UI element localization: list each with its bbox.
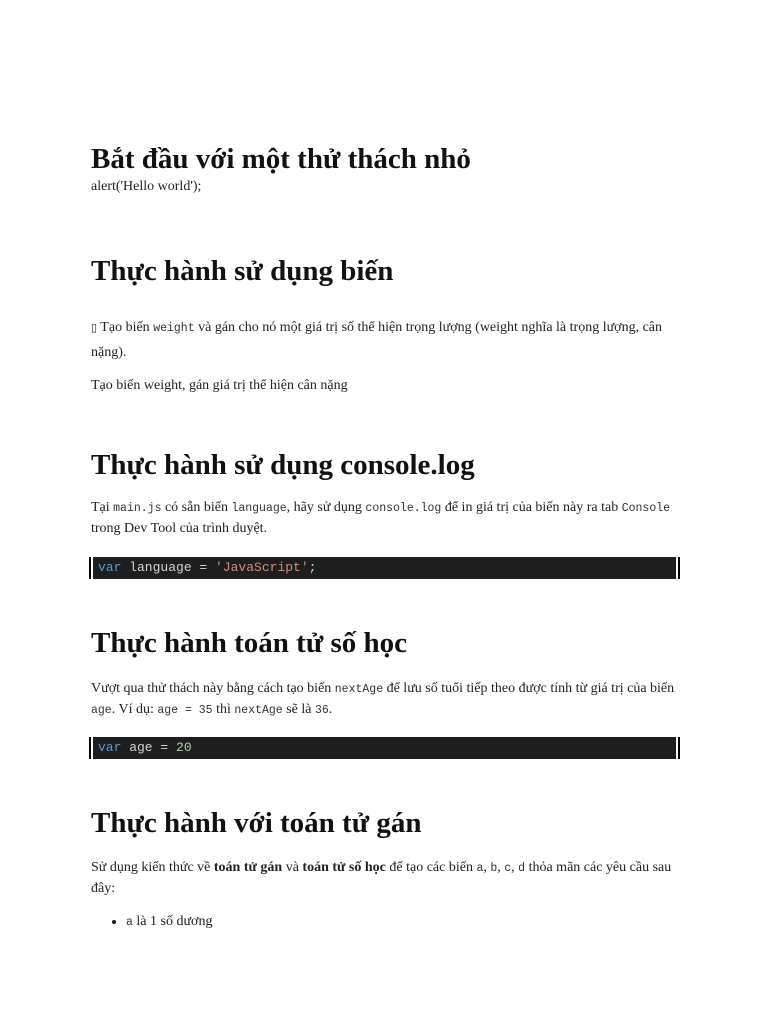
code-text: language = [121, 560, 216, 575]
heading-console-log: Thực hành sử dụng console.log [91, 449, 475, 481]
heading-assignment: Thực hành với toán tử gán [91, 807, 422, 839]
console-text-5: trong Dev Tool của trình duyệt. [91, 521, 268, 536]
code-end: ; [308, 560, 317, 575]
code-number: 20 [176, 740, 192, 755]
requirements-list [91, 912, 678, 933]
list-item-text: là 1 số dương [132, 914, 213, 929]
main-js-code: main.js [113, 502, 162, 515]
var-c-code: c [504, 862, 512, 875]
heading-variables: Thực hành sử dụng biến [91, 255, 394, 287]
console-tab-code: Console [621, 502, 671, 515]
assignment-paragraph [91, 858, 678, 899]
variables-instruction: Tạo biến weight, gán giá trị thể hiện cân nặng [91, 378, 348, 393]
arith-text-3: . Ví dụ: [111, 702, 158, 717]
code-keyword: var [98, 560, 122, 575]
list-item [126, 912, 678, 933]
var-d-code: d [518, 862, 526, 875]
sep-2: , [497, 860, 505, 875]
assign-text-4: thỏa mãn các yêu cầu sau đây: [91, 860, 672, 896]
assign-bold-1: toán tử gán [213, 860, 283, 875]
arith-text-4: thì [212, 702, 235, 717]
weight-code: weight [153, 322, 195, 335]
warning-icon: ▯ [91, 321, 98, 334]
age-example-code: age = 35 [157, 704, 213, 717]
heading-arithmetic: Thực hành toán tử số học [91, 627, 408, 659]
age-code-block [91, 737, 678, 759]
age-code: age [91, 704, 112, 717]
language-code: language [231, 502, 287, 515]
variables-text-2: và gán cho nó một giá trị số thể hiện trọng lượng (weight nghĩa là trọng lượng, cân nặng). [91, 320, 662, 360]
alert-code-line: alert('Hello world'); [91, 179, 202, 194]
assign-text-3: để tạo các biến [385, 860, 477, 875]
variables-text-1: Tạo biến [97, 320, 154, 335]
list-item-code: a [126, 916, 133, 929]
assign-bold-2: toán tử số học [302, 860, 386, 875]
console-text-4: để in giá trị của biến này ra tab [441, 500, 622, 515]
var-a-code: a [476, 862, 484, 875]
code-keyword-2: var [98, 740, 122, 755]
code-text-2: age = [121, 740, 177, 755]
document-content [91, 0, 678, 933]
nextage-code-2: nextAge [234, 704, 283, 717]
console-text-2: có sẵn biến [161, 500, 232, 515]
console-text-3: , hãy sử dụng [286, 500, 366, 515]
console-paragraph [91, 498, 678, 539]
code-string: 'JavaScript' [215, 560, 309, 575]
assign-text-1: Sử dụng kiến thức về [91, 860, 214, 875]
assign-text-2: và [282, 860, 303, 875]
arith-text-1: Vượt qua thử thách này bằng cách tạo biến [91, 681, 335, 696]
heading-challenge: Bắt đầu với một thử thách nhỏ [91, 143, 471, 175]
var-b-code: b [490, 862, 498, 875]
variables-paragraph [91, 316, 678, 365]
arith-text-6: . [328, 702, 333, 717]
language-code-block [91, 557, 678, 579]
arith-text-2: để lưu số tuổi tiếp theo được tính từ giá trị của biến [383, 681, 675, 696]
value-36-code: 36 [314, 704, 329, 717]
console-log-code: console.log [365, 502, 442, 515]
sep-1: , [483, 860, 491, 875]
arith-text-5: sẽ là [282, 702, 315, 717]
nextage-code: nextAge [334, 683, 384, 696]
arithmetic-paragraph [91, 679, 678, 721]
console-text-1: Tại [91, 500, 114, 515]
sep-3: , [511, 860, 519, 875]
